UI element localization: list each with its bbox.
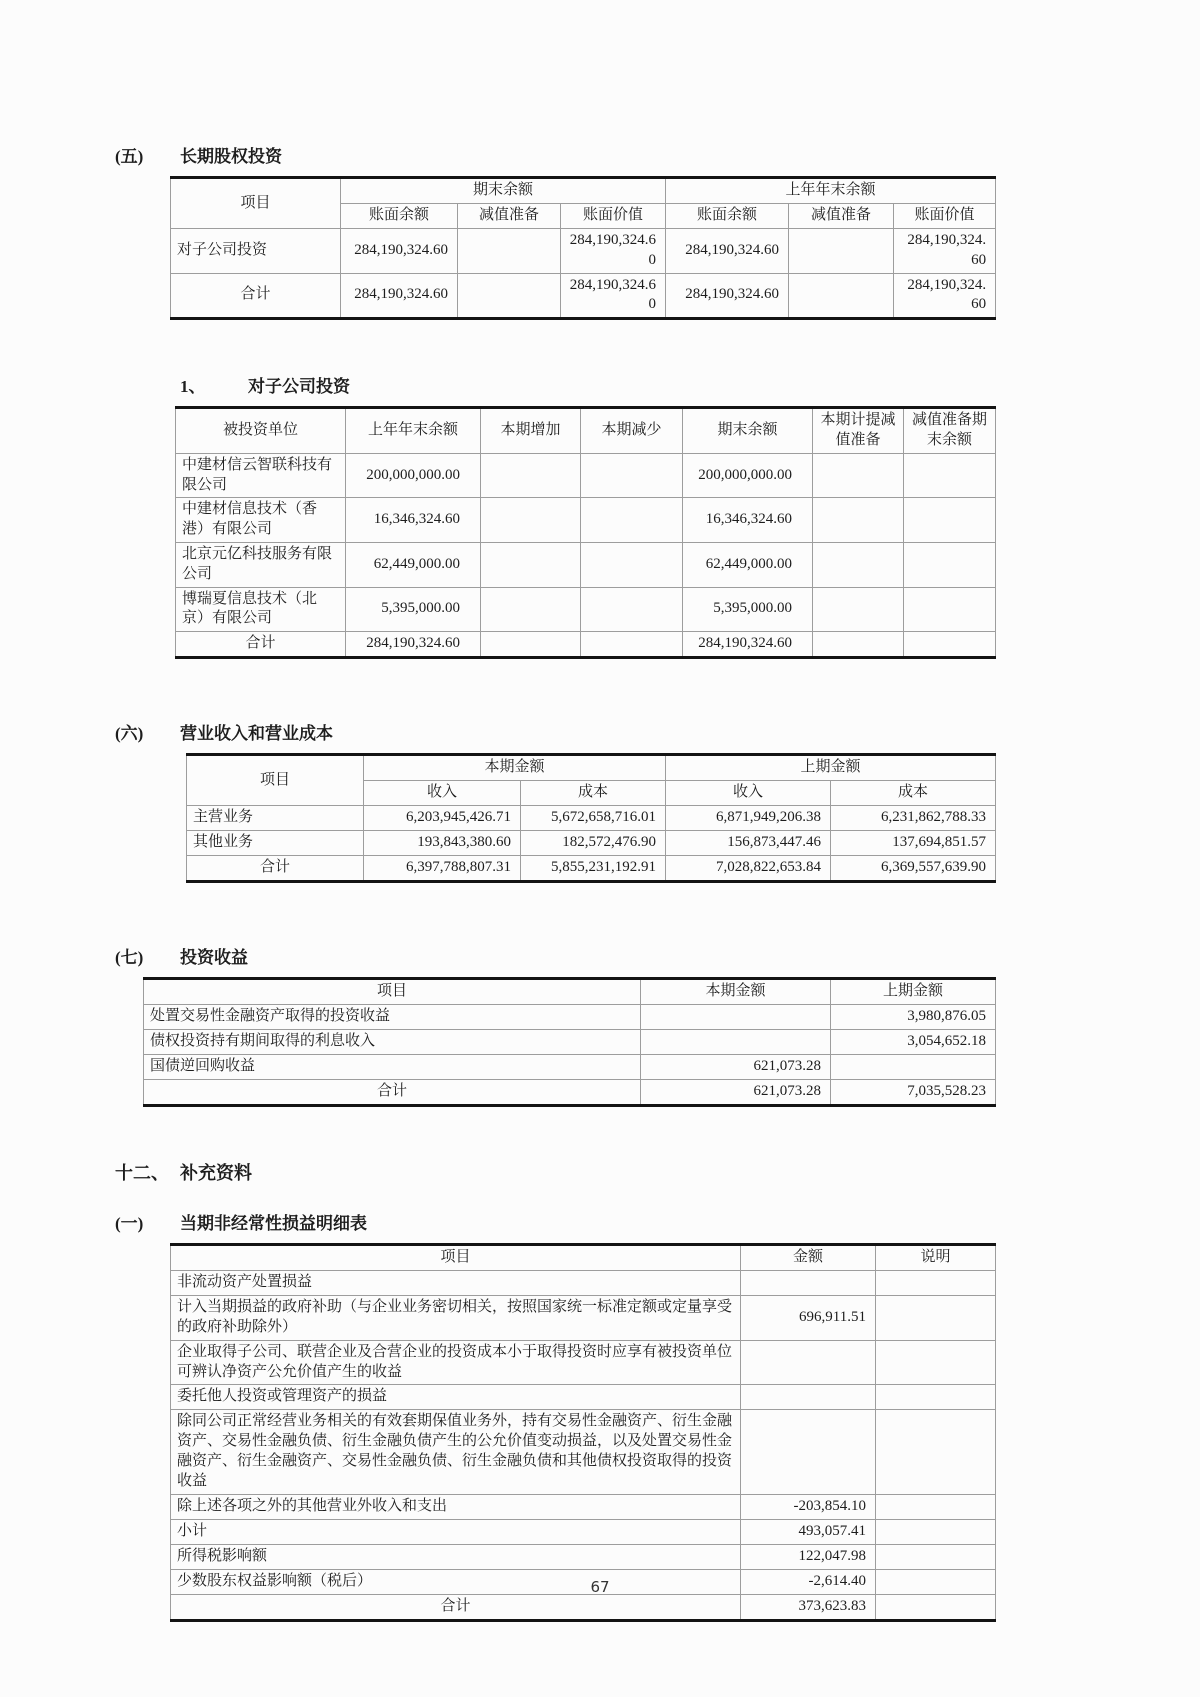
revenue-cost-table bbox=[186, 753, 996, 883]
row-label: 合计 bbox=[171, 1594, 741, 1620]
cell-note bbox=[876, 1385, 996, 1410]
cell-value: 7,028,822,653.84 bbox=[666, 856, 831, 882]
header-group-prev: 上年年末余额 bbox=[666, 178, 996, 204]
row-label: 除同公司正常经营业务相关的有效套期保值业务外，持有交易性金融资产、衍生金融资产、交易性金融负债、衍生金融负债产生的公允价值变动损益，以及处置交易性金融资产、衍生金融资产、交易性金融负债、衍生金融负债和其他债权投资取得的投资收益 bbox=[171, 1410, 741, 1494]
row-label: 处置交易性金融资产取得的投资收益 bbox=[144, 1005, 641, 1030]
section-5-1-heading bbox=[180, 372, 1005, 397]
cell-value bbox=[789, 273, 894, 319]
cell-value: 3,980,876.05 bbox=[831, 1005, 996, 1030]
cell-value: 7,035,528.23 bbox=[831, 1080, 996, 1106]
header-investee: 被投资单位 bbox=[176, 408, 346, 454]
cell-value: 5,672,658,716.01 bbox=[521, 806, 666, 831]
cell-value: 493,057.41 bbox=[741, 1519, 876, 1544]
table-header-row bbox=[187, 755, 996, 781]
cell-value bbox=[741, 1410, 876, 1494]
header-increase: 本期增加 bbox=[481, 408, 581, 454]
cell-value: 156,873,447.46 bbox=[666, 831, 831, 856]
section-7-heading bbox=[115, 943, 1005, 968]
table-row bbox=[144, 1030, 996, 1055]
section-6-title: 营业收入和营业成本 bbox=[180, 724, 333, 744]
cell-value: 62,449,000.00 bbox=[683, 542, 813, 587]
nonrecurring-items-table bbox=[170, 1243, 996, 1621]
table-row bbox=[144, 1005, 996, 1030]
header-prev-balance: 上年年末余额 bbox=[346, 408, 481, 454]
cell-value bbox=[904, 632, 996, 658]
cell-value: 284,190,324.60 bbox=[561, 273, 666, 319]
cell-value: 284,190,324.60 bbox=[894, 273, 996, 319]
page-number: 67 bbox=[590, 1578, 610, 1596]
row-label: 中建材信云智联科技有限公司 bbox=[176, 453, 346, 498]
row-label: 其他业务 bbox=[187, 831, 364, 856]
cell-note bbox=[876, 1271, 996, 1296]
cell-value: 621,073.28 bbox=[641, 1055, 831, 1080]
header-group-current: 本期金额 bbox=[364, 755, 666, 781]
cell-value: 5,395,000.00 bbox=[346, 587, 481, 632]
header-book-balance: 账面余额 bbox=[341, 204, 458, 229]
header-item: 项目 bbox=[171, 1245, 741, 1271]
cell-value bbox=[789, 229, 894, 274]
header-group-end: 期末余额 bbox=[341, 178, 666, 204]
cell-value bbox=[904, 542, 996, 587]
row-label: 博瑞夏信息技术（北京）有限公司 bbox=[176, 587, 346, 632]
cell-value bbox=[481, 542, 581, 587]
row-label: 债权投资持有期间取得的利息收入 bbox=[144, 1030, 641, 1055]
investment-income-table bbox=[143, 977, 996, 1107]
cell-value bbox=[813, 542, 904, 587]
header-prior: 上期金额 bbox=[831, 979, 996, 1005]
cell-value bbox=[641, 1005, 831, 1030]
table-row bbox=[171, 1410, 996, 1494]
cell-value: 6,231,862,788.33 bbox=[831, 806, 996, 831]
section-5-number: (五) bbox=[115, 147, 144, 166]
table-row bbox=[171, 1340, 996, 1385]
lt-equity-table bbox=[170, 176, 996, 320]
table-header-row bbox=[171, 178, 996, 204]
cell-value bbox=[581, 453, 683, 498]
table-row bbox=[187, 806, 996, 831]
cell-value: 6,203,945,426.71 bbox=[364, 806, 521, 831]
cell-value bbox=[458, 273, 561, 319]
section-7-number: (七) bbox=[115, 948, 144, 968]
cell-note bbox=[876, 1296, 996, 1341]
header-decrease: 本期减少 bbox=[581, 408, 683, 454]
header-item: 项目 bbox=[171, 178, 341, 229]
cell-value bbox=[458, 229, 561, 274]
section-5-heading bbox=[115, 142, 1005, 167]
header-income: 收入 bbox=[364, 781, 521, 806]
header-cost: 成本 bbox=[521, 781, 666, 806]
header-book-balance: 账面余额 bbox=[666, 204, 789, 229]
table-row bbox=[144, 1055, 996, 1080]
cell-value: 6,397,788,807.31 bbox=[364, 856, 521, 882]
table-row bbox=[176, 453, 996, 498]
row-label: 合计 bbox=[171, 273, 341, 319]
cell-value bbox=[481, 632, 581, 658]
header-carrying-value: 账面价值 bbox=[894, 204, 996, 229]
cell-value: 284,190,324.60 bbox=[666, 229, 789, 274]
table-header-row bbox=[171, 1245, 996, 1271]
row-label: 少数股东权益影响额（税后） bbox=[171, 1569, 741, 1594]
row-label: 合计 bbox=[187, 856, 364, 882]
section-7-title: 投资收益 bbox=[180, 948, 248, 968]
cell-value bbox=[904, 453, 996, 498]
table-header-row bbox=[176, 408, 996, 454]
cell-value bbox=[813, 587, 904, 632]
cell-value: 62,449,000.00 bbox=[346, 542, 481, 587]
cell-value: 284,190,324.60 bbox=[683, 632, 813, 658]
cell-value: 284,190,324.60 bbox=[341, 229, 458, 274]
header-provision: 本期计提减值准备 bbox=[813, 408, 904, 454]
cell-note bbox=[876, 1594, 996, 1620]
cell-value bbox=[741, 1385, 876, 1410]
cell-value: 284,190,324.60 bbox=[666, 273, 789, 319]
section-6-number: (六) bbox=[115, 724, 144, 744]
cell-value: 284,190,324.60 bbox=[346, 632, 481, 658]
cell-value: 284,190,324.60 bbox=[341, 273, 458, 319]
page-content bbox=[115, 142, 1005, 1622]
row-label: 主营业务 bbox=[187, 806, 364, 831]
cell-value: 284,190,324.60 bbox=[894, 229, 996, 274]
subsidiaries-table bbox=[175, 406, 996, 659]
row-label: 国债逆回购收益 bbox=[144, 1055, 641, 1080]
header-impairment: 减值准备 bbox=[458, 204, 561, 229]
cell-value: 200,000,000.00 bbox=[683, 453, 813, 498]
cell-note bbox=[876, 1519, 996, 1544]
cell-note bbox=[876, 1340, 996, 1385]
cell-value: -2,614.40 bbox=[741, 1569, 876, 1594]
header-carrying-value: 账面价值 bbox=[561, 204, 666, 229]
cell-note bbox=[876, 1494, 996, 1519]
cell-value bbox=[904, 587, 996, 632]
cell-value bbox=[481, 498, 581, 543]
header-amount: 金额 bbox=[741, 1245, 876, 1271]
cell-value bbox=[581, 542, 683, 587]
row-label: 计入当期损益的政府补助（与企业业务密切相关，按照国家统一标准定额或定量享受的政府补助除外） bbox=[171, 1296, 741, 1341]
cell-value bbox=[481, 453, 581, 498]
header-current: 本期金额 bbox=[641, 979, 831, 1005]
row-label: 非流动资产处置损益 bbox=[171, 1271, 741, 1296]
row-label: 合计 bbox=[144, 1080, 641, 1106]
table-total-row bbox=[171, 1594, 996, 1620]
table-row bbox=[171, 1519, 996, 1544]
header-impairment: 减值准备 bbox=[789, 204, 894, 229]
table-row bbox=[171, 229, 996, 274]
header-cost: 成本 bbox=[831, 781, 996, 806]
row-label: 合计 bbox=[176, 632, 346, 658]
table-row bbox=[187, 831, 996, 856]
section-12-title: 补充资料 bbox=[180, 1163, 252, 1184]
cell-value bbox=[741, 1271, 876, 1296]
table-row bbox=[176, 587, 996, 632]
header-item: 项目 bbox=[187, 755, 364, 806]
table-total-row bbox=[144, 1080, 996, 1106]
header-income: 收入 bbox=[666, 781, 831, 806]
table-row bbox=[171, 1296, 996, 1341]
cell-value bbox=[813, 498, 904, 543]
header-group-prior: 上期金额 bbox=[666, 755, 996, 781]
cell-value bbox=[581, 632, 683, 658]
section-12-1-heading bbox=[115, 1209, 1005, 1234]
row-label: 中建材信息技术（香港）有限公司 bbox=[176, 498, 346, 543]
cell-value: 696,911.51 bbox=[741, 1296, 876, 1341]
section-5-1-title: 对子公司投资 bbox=[248, 377, 350, 397]
table-row bbox=[171, 1385, 996, 1410]
header-impair-end: 减值准备期末余额 bbox=[904, 408, 996, 454]
cell-value: 5,395,000.00 bbox=[683, 587, 813, 632]
header-item: 项目 bbox=[144, 979, 641, 1005]
table-total-row bbox=[176, 632, 996, 658]
cell-value: 3,054,652.18 bbox=[831, 1030, 996, 1055]
cell-value: 284,190,324.60 bbox=[561, 229, 666, 274]
row-label: 对子公司投资 bbox=[171, 229, 341, 274]
table-row bbox=[176, 542, 996, 587]
cell-value: 122,047.98 bbox=[741, 1544, 876, 1569]
table-row bbox=[171, 1271, 996, 1296]
cell-value bbox=[813, 632, 904, 658]
cell-value: 16,346,324.60 bbox=[683, 498, 813, 543]
row-label: 所得税影响额 bbox=[171, 1544, 741, 1569]
row-label: 除上述各项之外的其他营业外收入和支出 bbox=[171, 1494, 741, 1519]
cell-note bbox=[876, 1410, 996, 1494]
cell-value: 137,694,851.57 bbox=[831, 831, 996, 856]
cell-value bbox=[813, 453, 904, 498]
cell-value: 621,073.28 bbox=[641, 1080, 831, 1106]
cell-value bbox=[831, 1055, 996, 1080]
cell-value: 6,871,949,206.38 bbox=[666, 806, 831, 831]
cell-value: 5,855,231,192.91 bbox=[521, 856, 666, 882]
table-total-row bbox=[187, 856, 996, 882]
cell-value bbox=[581, 498, 683, 543]
cell-value: -203,854.10 bbox=[741, 1494, 876, 1519]
table-row bbox=[171, 1544, 996, 1569]
row-label: 北京元亿科技服务有限公司 bbox=[176, 542, 346, 587]
cell-value: 182,572,476.90 bbox=[521, 831, 666, 856]
cell-value: 16,346,324.60 bbox=[346, 498, 481, 543]
header-end-balance: 期末余额 bbox=[683, 408, 813, 454]
cell-value: 200,000,000.00 bbox=[346, 453, 481, 498]
cell-value: 6,369,557,639.90 bbox=[831, 856, 996, 882]
section-12-1-number: (一) bbox=[115, 1214, 144, 1234]
cell-value bbox=[904, 498, 996, 543]
row-label: 委托他人投资或管理资产的损益 bbox=[171, 1385, 741, 1410]
cell-value bbox=[481, 587, 581, 632]
section-5-1-number: 1、 bbox=[180, 377, 206, 397]
header-note: 说明 bbox=[876, 1245, 996, 1271]
section-12-heading bbox=[115, 1159, 1005, 1185]
cell-value bbox=[581, 587, 683, 632]
row-label: 企业取得子公司、联营企业及合营企业的投资成本小于取得投资时应享有被投资单位可辨认净资产公允价值产生的收益 bbox=[171, 1340, 741, 1385]
cell-value: 193,843,380.60 bbox=[364, 831, 521, 856]
section-5-title: 长期股权投资 bbox=[180, 147, 282, 166]
cell-value bbox=[641, 1030, 831, 1055]
cell-value: 373,623.83 bbox=[741, 1594, 876, 1620]
table-row bbox=[171, 1494, 996, 1519]
cell-value bbox=[741, 1340, 876, 1385]
row-label: 小计 bbox=[171, 1519, 741, 1544]
section-12-1-title: 当期非经常性损益明细表 bbox=[180, 1214, 367, 1234]
table-header-row bbox=[144, 979, 996, 1005]
section-6-heading bbox=[115, 719, 1005, 744]
table-total-row bbox=[171, 273, 996, 319]
cell-note bbox=[876, 1544, 996, 1569]
table-row bbox=[176, 498, 996, 543]
section-12-number: 十二、 bbox=[115, 1163, 169, 1184]
